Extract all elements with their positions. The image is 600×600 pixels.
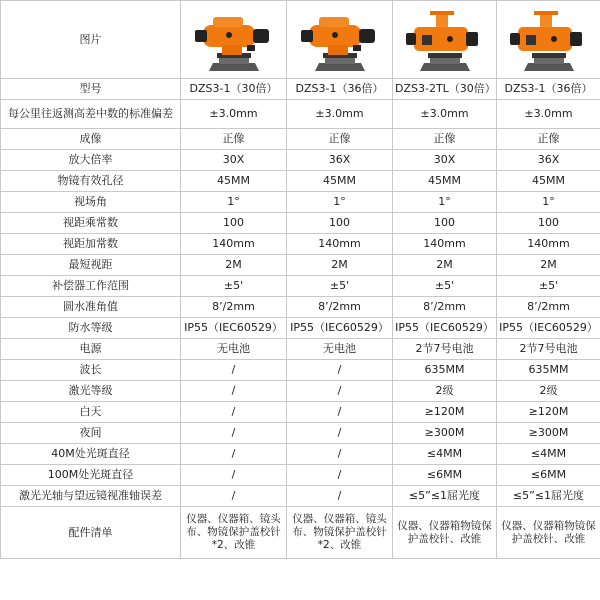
cell-value: 1° (393, 192, 497, 213)
cell-value: ≤6MM (497, 465, 600, 486)
cell-value: ±5' (393, 276, 497, 297)
row-label: 补偿器工作范围 (1, 276, 181, 297)
cell-value: / (181, 360, 287, 381)
cell-value: ≥300M (393, 423, 497, 444)
level-laser-icon (504, 5, 594, 75)
product-image-cell (497, 1, 600, 79)
image-row (1, 1, 600, 79)
cell-value: / (287, 381, 393, 402)
spec-row-waterproof (1, 318, 600, 339)
cell-value: ≤4MM (393, 444, 497, 465)
cell-value: 45MM (181, 171, 287, 192)
cell-value: 45MM (393, 171, 497, 192)
spec-row-field-angle (1, 192, 600, 213)
row-label: 夜间 (1, 423, 181, 444)
cell-value: ±3.0mm (393, 100, 497, 129)
row-label: 视距加常数 (1, 234, 181, 255)
spec-row-imaging (1, 129, 600, 150)
cell-value: 仪器、仪器箱、镜头布、物镜保护盖校针*2、改锥 (287, 507, 393, 559)
cell-value: DZS3-1（30倍） (181, 79, 287, 100)
product-image-cell (393, 1, 497, 79)
spec-row-stadia-addition (1, 234, 600, 255)
cell-value: DZS3-1（36倍） (287, 79, 393, 100)
spec-row-daytime (1, 402, 600, 423)
cell-value: 正像 (393, 129, 497, 150)
row-label: 电源 (1, 339, 181, 360)
level-body-icon (295, 5, 385, 75)
cell-value: / (181, 381, 287, 402)
cell-value: IP55（IEC60529） (181, 318, 287, 339)
cell-value: 36X (287, 150, 393, 171)
cell-value: ±3.0mm (181, 100, 287, 129)
cell-value: 2节7号电池 (497, 339, 600, 360)
spec-row-laser-class (1, 381, 600, 402)
spec-row-accessories (1, 507, 600, 559)
cell-value: 1° (181, 192, 287, 213)
cell-value: ±3.0mm (497, 100, 600, 129)
cell-value: / (181, 486, 287, 507)
row-label: 成像 (1, 129, 181, 150)
spec-row-night (1, 423, 600, 444)
row-label: 防水等级 (1, 318, 181, 339)
cell-value: ±5' (287, 276, 393, 297)
cell-value: 无电池 (181, 339, 287, 360)
cell-value: DZS3-1（36倍） (497, 79, 600, 100)
cell-value: ≥120M (393, 402, 497, 423)
cell-value: ≤5”≤1屈光度 (393, 486, 497, 507)
cell-value: 8’/2mm (497, 297, 600, 318)
row-label: 波长 (1, 360, 181, 381)
cell-value: IP55（IEC60529） (393, 318, 497, 339)
cell-value: 8’/2mm (393, 297, 497, 318)
cell-value: 1° (497, 192, 600, 213)
cell-value: 1° (287, 192, 393, 213)
cell-value: 140mm (393, 234, 497, 255)
row-label: 视场角 (1, 192, 181, 213)
cell-value: ≥120M (497, 402, 600, 423)
spec-row-axis-error (1, 486, 600, 507)
cell-value: 45MM (497, 171, 600, 192)
row-label: 100M处光斑直径 (1, 465, 181, 486)
cell-value: ≤5”≤1屈光度 (497, 486, 600, 507)
spec-row-min-distance (1, 255, 600, 276)
cell-value: 30X (181, 150, 287, 171)
cell-value: 100 (287, 213, 393, 234)
cell-value: 2M (497, 255, 600, 276)
cell-value: 2M (181, 255, 287, 276)
level-laser-icon (400, 5, 490, 75)
product-image-cell (181, 1, 287, 79)
cell-value: / (181, 402, 287, 423)
spec-row-compensator (1, 276, 600, 297)
cell-value: / (181, 444, 287, 465)
cell-value: 100 (181, 213, 287, 234)
cell-value: ≤6MM (393, 465, 497, 486)
row-label: 放大倍率 (1, 150, 181, 171)
cell-value: 2级 (497, 381, 600, 402)
cell-value: 30X (393, 150, 497, 171)
row-label: 40M处光斑直径 (1, 444, 181, 465)
cell-value: 140mm (181, 234, 287, 255)
cell-value: ≤4MM (497, 444, 600, 465)
row-label: 型号 (1, 79, 181, 100)
cell-value: 635MM (497, 360, 600, 381)
cell-value: 正像 (181, 129, 287, 150)
cell-value: ±5' (181, 276, 287, 297)
row-label: 最短视距 (1, 255, 181, 276)
row-label: 视距乘常数 (1, 213, 181, 234)
cell-value: 8’/2mm (287, 297, 393, 318)
cell-value: ±5' (497, 276, 600, 297)
cell-value: 无电池 (287, 339, 393, 360)
cell-value: 仪器、仪器箱物镜保护盖校针、改锥 (393, 507, 497, 559)
cell-value: / (287, 360, 393, 381)
cell-value: 2节7号电池 (393, 339, 497, 360)
spec-row-aperture (1, 171, 600, 192)
spec-row-stadia-multiplier (1, 213, 600, 234)
cell-value: / (287, 423, 393, 444)
cell-value: 45MM (287, 171, 393, 192)
cell-value: 2M (287, 255, 393, 276)
spec-row-circular-level (1, 297, 600, 318)
cell-value: ≥300M (497, 423, 600, 444)
spec-row-std-deviation (1, 100, 600, 129)
row-label: 圆水准角值 (1, 297, 181, 318)
cell-value: 100 (393, 213, 497, 234)
cell-value: / (287, 486, 393, 507)
cell-value: 100 (497, 213, 600, 234)
cell-value: 仪器、仪器箱、镜头布、物镜保护盖校针*2、改锥 (181, 507, 287, 559)
cell-value: 140mm (287, 234, 393, 255)
cell-value: 2M (393, 255, 497, 276)
cell-value: IP55（IEC60529） (287, 318, 393, 339)
cell-value: 635MM (393, 360, 497, 381)
spec-row-wavelength (1, 360, 600, 381)
cell-value: / (287, 402, 393, 423)
spec-row-model (1, 79, 600, 100)
spec-row-spot-100m (1, 465, 600, 486)
cell-value: / (287, 465, 393, 486)
row-label: 物镜有效孔径 (1, 171, 181, 192)
spec-row-magnification (1, 150, 600, 171)
product-image-cell (287, 1, 393, 79)
cell-value: / (181, 465, 287, 486)
row-label: 图片 (1, 1, 181, 79)
row-label: 每公里往返测高差中数的标准偏差 (1, 100, 181, 129)
cell-value: / (287, 444, 393, 465)
cell-value: / (181, 423, 287, 444)
cell-value: 正像 (497, 129, 600, 150)
level-body-icon (189, 5, 279, 75)
cell-value: 36X (497, 150, 600, 171)
cell-value: 140mm (497, 234, 600, 255)
cell-value: 仪器、仪器箱物镜保护盖校针、改锥 (497, 507, 600, 559)
cell-value: 2级 (393, 381, 497, 402)
cell-value: IP55（IEC60529） (497, 318, 600, 339)
spec-row-power (1, 339, 600, 360)
row-label: 配件清单 (1, 507, 181, 559)
row-label: 白天 (1, 402, 181, 423)
cell-value: ±3.0mm (287, 100, 393, 129)
row-label: 激光光轴与望远镜视准轴误差 (1, 486, 181, 507)
cell-value: 8’/2mm (181, 297, 287, 318)
cell-value: DZS3-2TL（30倍） (393, 79, 497, 100)
row-label: 激光等级 (1, 381, 181, 402)
spec-row-spot-40m (1, 444, 600, 465)
cell-value: 正像 (287, 129, 393, 150)
